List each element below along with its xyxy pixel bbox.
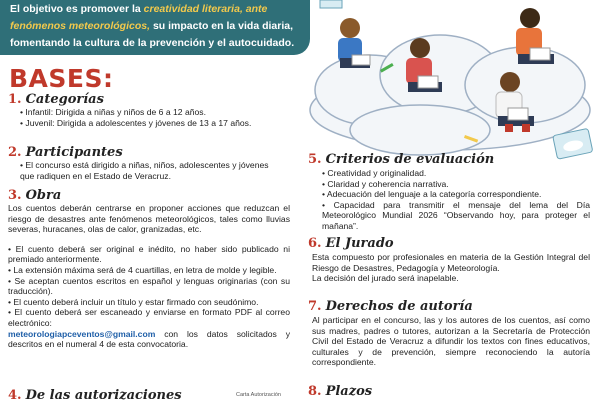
section-number: 6. [308, 236, 322, 251]
section-title: Obra [25, 188, 62, 203]
intro-banner [0, 0, 310, 55]
intro-text: El objetivo es promover la [10, 3, 141, 15]
section-title: Categorías [25, 92, 104, 107]
section-4-heading [8, 388, 182, 403]
child-left [338, 18, 370, 68]
section-8-heading [308, 384, 372, 399]
list-item: • Creatividad y originalidad. [322, 168, 427, 178]
list-item: • Infantil: Dirigida a niñas y niños de 6 a 12 años. [20, 107, 206, 117]
section-number: 5. [308, 152, 322, 167]
authorization-letter-note: Carta Autorización [236, 392, 281, 398]
list-item: • Adecuación del lenguaje a la categoría correspondiente. [322, 189, 542, 200]
list-item: • El cuento deberá incluir un título y estar firmado con seudónimo. [8, 296, 259, 307]
section-title: Plazos [325, 384, 373, 399]
page-title: BASES: [9, 64, 114, 93]
children-on-clouds-illustration [300, 0, 600, 165]
intro-highlight: creatividad literaria, ante [143, 3, 268, 15]
section-title: Participantes [25, 145, 123, 160]
intro-line-1 [10, 3, 267, 16]
section-3-body [8, 203, 290, 350]
child-right [516, 8, 554, 64]
section-5-heading [308, 152, 494, 167]
section-number: 4. [8, 388, 22, 403]
section-title: De las autorizaciones [25, 388, 182, 403]
list-item: • Claridad y coherencia narrativa. [322, 178, 449, 189]
section-number: 7. [308, 299, 322, 314]
intro-line-3: fomentando la cultura de la prevención y el autocuidado. [10, 37, 295, 49]
list-item: • La extensión máxima será de 4 cuartillas, en letra de molde y legible. [8, 264, 277, 275]
section-intro: Los cuentos deberán centrarse en proponer acciones que reduzcan el riesgo de desastres ante fenómenos meteorológicos, tales como lluvias severas, huracanes, olas de calor, granizadas, etc. [8, 203, 290, 235]
list-item: • El cuento deberá ser original e inédito, no haber sido publicado ni premiado anteriormente. [8, 243, 290, 265]
section-number: 8. [308, 384, 322, 399]
email-link[interactable]: meteorologiapceventos@gmail.com [8, 328, 156, 339]
list-item: • El concurso está dirigido a niñas, niños, adolescentes y jóvenes que radiquen en el Estado de Veracruz. [20, 160, 269, 181]
list-item: • Capacidad para transmitir el mensaje del lema del Día Meteorológico Mundial 2026 “Observando hoy, para proteger el mañana”. [322, 199, 590, 231]
section-6-heading [308, 236, 394, 251]
section-1-body [20, 107, 290, 128]
section-7-body [312, 315, 590, 368]
section-7-heading [308, 299, 473, 314]
section-number: 1. [8, 92, 22, 107]
section-1-heading [8, 92, 104, 107]
section-number: 3. [8, 188, 22, 203]
section-title: El Jurado [325, 236, 394, 251]
section-6-body [312, 252, 590, 284]
intro-text: su impacto en la vida diaria, [152, 20, 294, 32]
section-paragraph: La decisión del jurado será inapelable. [312, 273, 459, 284]
section-paragraph: Al participar en el concurso, las y los autores de los cuentos, así como sus madres, padres o tutores, autorizan a la Secretaría de Protección Civil del Estado de Veracruz a difundir los textos con fines educativos, culturales y de prevención, siempre reconociendo la autoría correspondiente. [312, 315, 590, 368]
email-followup-text: con los datos solicitados y descritos en el numeral 4 de esta convocatoria. [8, 328, 290, 350]
intro-highlight: fenómenos meteorológicos, [10, 20, 151, 32]
section-title: Criterios de evaluación [325, 152, 495, 167]
section-paragraph: Esta compuesto por profesionales en materia de la Gestión Integral del Riesgo de Desastres, Pedagogía y Meteorología. [312, 252, 590, 273]
section-2-body [20, 160, 282, 181]
intro-line-2 [10, 20, 293, 33]
section-5-body [322, 168, 590, 232]
list-item: • Se aceptan cuentos escritos en español y lenguas originarias (con su traducción). [8, 275, 290, 297]
section-number: 2. [8, 145, 22, 160]
list-item: • El cuento deberá ser escaneado y enviarse en formato PDF al correo electrónico: [8, 307, 290, 328]
list-item: • Juvenil: Dirigida a adolescentes y jóvenes de 13 a 17 años. [20, 117, 252, 128]
section-3-heading [8, 188, 61, 203]
section-title: Derechos de autoría [325, 299, 473, 314]
section-2-heading [8, 145, 123, 160]
